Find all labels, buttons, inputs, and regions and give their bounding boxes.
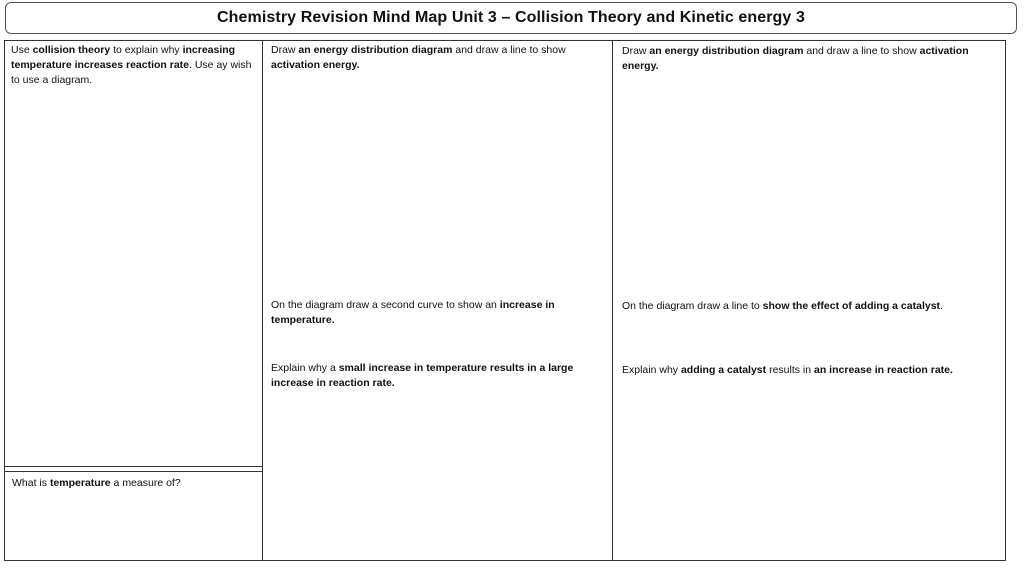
second-curve-prompt bbox=[271, 298, 605, 328]
prompt-text: and draw a line to show bbox=[452, 44, 566, 56]
prompt-text: What is bbox=[12, 477, 50, 489]
energy-diagram-prompt-catalyst bbox=[622, 44, 1002, 74]
temperature-prompt bbox=[12, 476, 252, 491]
prompt-text: . Use ay wish to use a diagram. bbox=[11, 59, 252, 86]
title-banner bbox=[5, 2, 1017, 34]
prompt-text: and draw a line to show bbox=[803, 45, 920, 57]
prompt-text: to explain why bbox=[110, 44, 183, 56]
prompt-text: Draw bbox=[622, 45, 650, 57]
prompt-text: Explain why a bbox=[271, 362, 339, 374]
prompt-text: . bbox=[940, 300, 943, 312]
prompt-emphasis: collision theory bbox=[32, 44, 111, 56]
prompt-text: Explain why bbox=[622, 364, 681, 376]
prompt-emphasis: temperature bbox=[49, 477, 111, 489]
energy-diagram-prompt bbox=[271, 43, 605, 73]
catalyst-line-prompt bbox=[622, 299, 1002, 314]
page-title: Chemistry Revision Mind Map Unit 3 – Collision Theory and Kinetic energy 3 bbox=[217, 9, 805, 26]
prompt-emphasis: adding a catalyst bbox=[680, 364, 767, 376]
column-collision-theory bbox=[4, 40, 263, 467]
prompt-emphasis: show the effect of adding a catalyst bbox=[762, 300, 941, 312]
prompt-emphasis: increase in temperature. bbox=[271, 299, 555, 326]
prompt-text: Draw bbox=[271, 44, 299, 56]
temperature-rate-prompt bbox=[271, 361, 605, 391]
prompt-text: On the diagram draw a second curve to show an bbox=[271, 299, 500, 311]
prompt-emphasis: an increase in reaction rate. bbox=[814, 364, 953, 376]
prompt-text: On the diagram draw a line to bbox=[622, 300, 763, 312]
prompt-emphasis: activation energy. bbox=[271, 59, 360, 71]
prompt-text: results in bbox=[766, 364, 815, 376]
prompt-emphasis: activation energy. bbox=[622, 45, 969, 72]
prompt-emphasis: an energy distribution diagram bbox=[298, 44, 453, 56]
prompt-emphasis: increasing temperature increases reaction rate bbox=[11, 44, 236, 71]
prompt-text: a measure of? bbox=[110, 477, 181, 489]
prompt-emphasis: an energy distribution diagram bbox=[649, 45, 804, 57]
prompt-emphasis: small increase in temperature results in a large increase in reaction rate. bbox=[271, 362, 574, 389]
prompt-text: Use bbox=[11, 44, 33, 56]
collision-theory-prompt bbox=[11, 43, 257, 88]
catalyst-rate-prompt bbox=[622, 363, 1002, 378]
